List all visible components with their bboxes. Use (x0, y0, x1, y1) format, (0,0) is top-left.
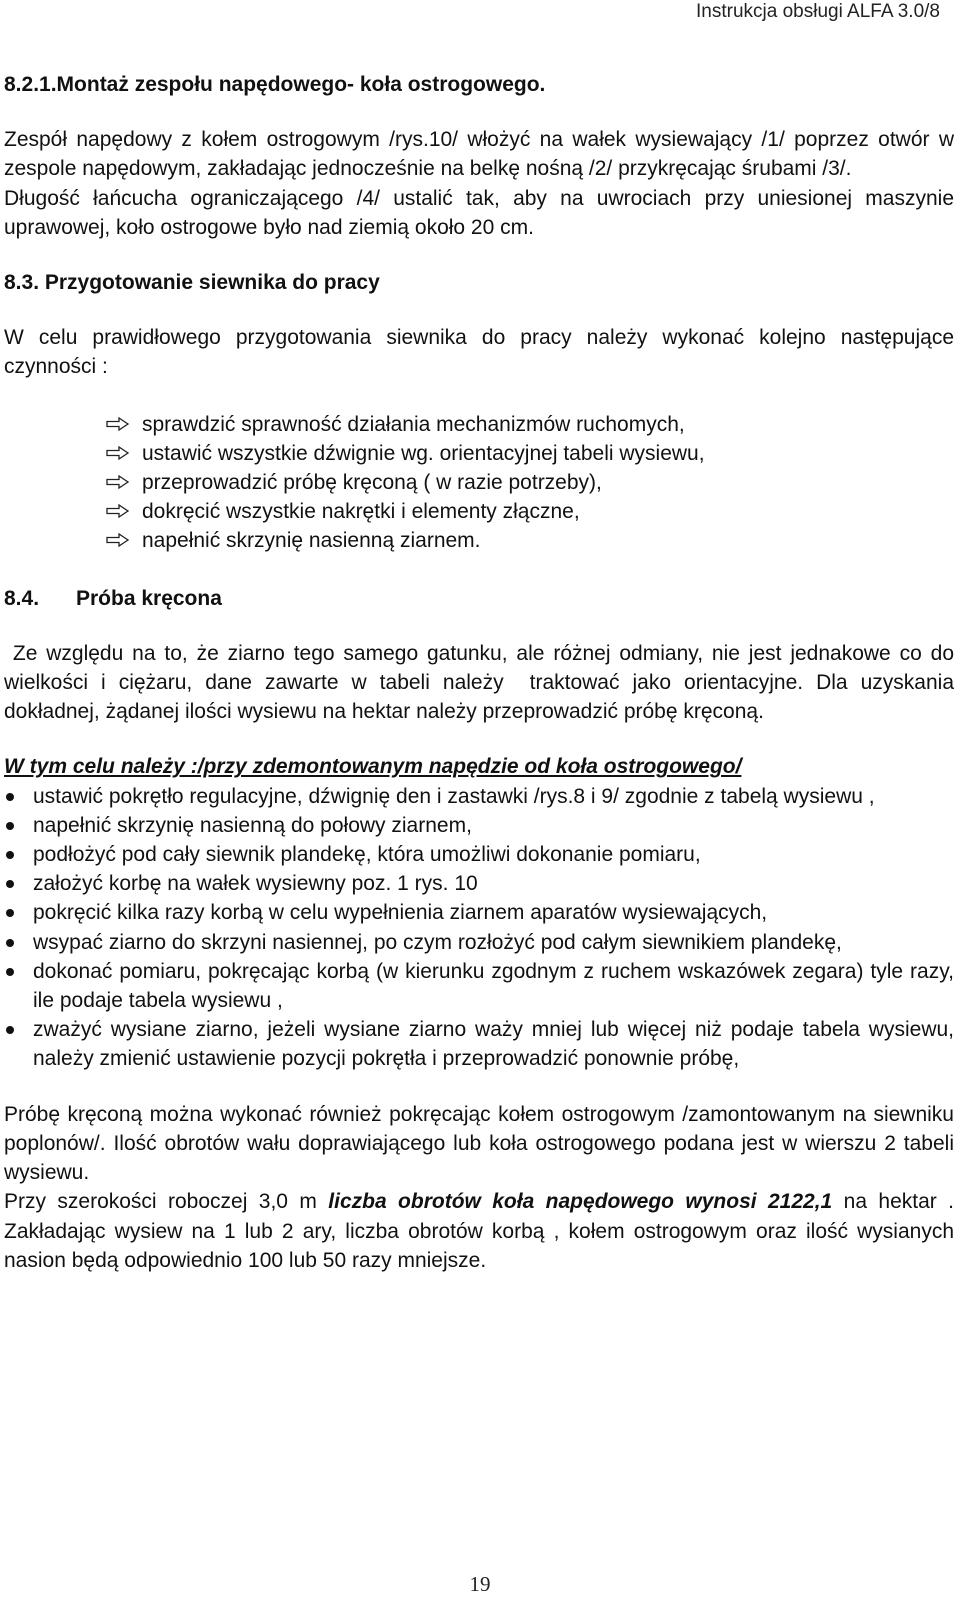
list-item (4, 782, 954, 811)
list-item-text: przeprowadzić próbę kręconą ( w razie potrzeby), (142, 471, 602, 495)
hollow-arrow-right-icon (106, 446, 130, 460)
hollow-arrow-right-icon (106, 417, 130, 431)
list-item (106, 497, 954, 526)
paragraph-3-lead: Przy szerokości roboczej 3,0 m (4, 1190, 329, 1214)
list-item-text: ustawić wszystkie dźwignie wg. orientacyjnej tabeli wysiewu, (142, 441, 705, 465)
list-item-text: podłożyć pod cały siewnik plandekę, która umożliwi dokonanie pomiaru, (33, 843, 701, 867)
section-821-paragraph-1: Zespół napędowy z kołem ostrogowym /rys.10/ włożyć na wałek wysiewający /1/ poprzez otwór w zespole napędowym, zakładając jednocześnie na belkę nośną /2/ przykręcając śrubami /3/. (4, 128, 954, 181)
page-content (4, 70, 960, 1275)
list-item-text: pokręcić kilka razy korbą w celu wypełnienia ziarnem aparatów wysiewających, (33, 901, 768, 925)
section-84-number: 8.4. (4, 586, 40, 610)
section-84-paragraph-2: Próbę kręconą można wykonać również pokręcając kołem ostrogowym /zamontowanym na siewniku poplonów/. Ilość obrotów wału doprawiającego lub koła ostrogowego podana jest w wierszu 2 tabeli wysiewu. (4, 1102, 954, 1185)
list-item-text: dokonać pomiaru, pokręcając korbą (w kierunku zgodnym z ruchem wskazówek zegara) tyle razy, ile podaje tabela wysiewu , (33, 959, 954, 1013)
list-item-text: napełnić skrzynię nasienną ziarnem. (142, 529, 481, 553)
paragraph-3-tail: na hektar . Zakładając wysiew na 1 lub 2 ary, liczba obrotów korbą , kołem ostrogowym oraz ilość wysianych nasion będą odpowiednio 100 lub 50 razy mniejsze. (4, 1190, 955, 1272)
list-item (4, 1015, 954, 1073)
section-84-paragraph-1: Ze względu na to, że ziarno tego samego gatunku, ale różnej odmiany, nie jest jednakowe co do wielkości i ciężaru, dane zawarte w tabeli należy traktować jako orientacyjne. Dla uzyskania dokładnej, żądanej ilości wysiewu na hektar należy przeprowadzić próbę kręconą. (4, 641, 960, 724)
list-item (4, 840, 954, 869)
section-83-intro: W celu prawidłowego przygotowania siewnika do pracy należy wykonać kolejno następujące czynności : (4, 326, 954, 379)
hollow-arrow-right-icon (106, 475, 130, 489)
bullet-dot-icon (6, 851, 14, 859)
spin-test-steps-list (4, 782, 954, 1074)
bullet-dot-icon (6, 793, 14, 801)
list-item-text: ustawić pokrętło regulacyjne, dźwignię den i zastawki /rys.8 i 9/ zgodnie z tabelą wysiewu , (33, 784, 875, 808)
page-number: 19 (469, 1572, 491, 1596)
list-item-text: założyć korbę na wałek wysiewny poz. 1 rys. 10 (33, 872, 478, 896)
list-item (106, 526, 954, 555)
bullet-dot-icon (6, 968, 14, 976)
list-item (106, 439, 954, 468)
list-item-text: zważyć wysiane ziarno, jeżeli wysiane ziarno waży mniej lub więcej niż podaje tabela wysiewu, należy zmienić ustawienie pozycji pokrętła i przeprowadzić ponownie próbę, (33, 1018, 954, 1071)
list-item-text: wsypać ziarno do skrzyni nasiennej, po czym rozłożyć pod całym siewnikiem plandekę, (33, 930, 842, 954)
section-84-paragraph-3 (4, 1187, 954, 1275)
bullet-dot-icon (6, 939, 14, 947)
bullet-dot-icon (6, 909, 14, 917)
hollow-arrow-right-icon (106, 533, 130, 547)
preparation-steps-list (4, 410, 954, 556)
bullet-dot-icon (6, 880, 14, 888)
section-84-heading (4, 584, 954, 613)
section-84-title: Próba kręcona (76, 586, 222, 610)
bullet-dot-icon (6, 1026, 14, 1034)
list-item (4, 811, 954, 840)
list-item (4, 957, 954, 1015)
list-item (106, 468, 954, 497)
list-item (4, 869, 954, 898)
paragraph-3-emphasis: liczba obrotów koła napędowego wynosi 2122,1 (328, 1190, 833, 1214)
bullet-dot-icon (6, 822, 14, 830)
section-83-heading: 8.3. Przygotowanie siewnika do pracy (4, 271, 380, 295)
list-item-text: dokręcić wszystkie nakrętki i elementy złączne, (142, 500, 580, 524)
section-821-paragraph-2: Długość łańcucha ograniczającego /4/ ustalić tak, aby na uwrociach przy uniesionej maszynie uprawowej, koło ostrogowe było nad ziemią około 20 cm. (4, 186, 954, 239)
list-item (106, 410, 954, 439)
page-header: Instrukcja obsługi ALFA 3.0/8 (696, 1, 940, 22)
list-item (4, 898, 954, 927)
list-item-text: napełnić skrzynię nasienną do połowy ziarnem, (33, 813, 472, 837)
section-821-heading: 8.2.1.Montaż zespołu napędowego- koła ostrogowego. (4, 73, 546, 96)
list-item (4, 928, 954, 957)
section-84-subheading: W tym celu należy :/przy zdemontowanym napędzie od koła ostrogowego/ (4, 755, 742, 779)
list-item-text: sprawdzić sprawność działania mechanizmów ruchomych, (142, 412, 685, 436)
hollow-arrow-right-icon (106, 504, 130, 518)
